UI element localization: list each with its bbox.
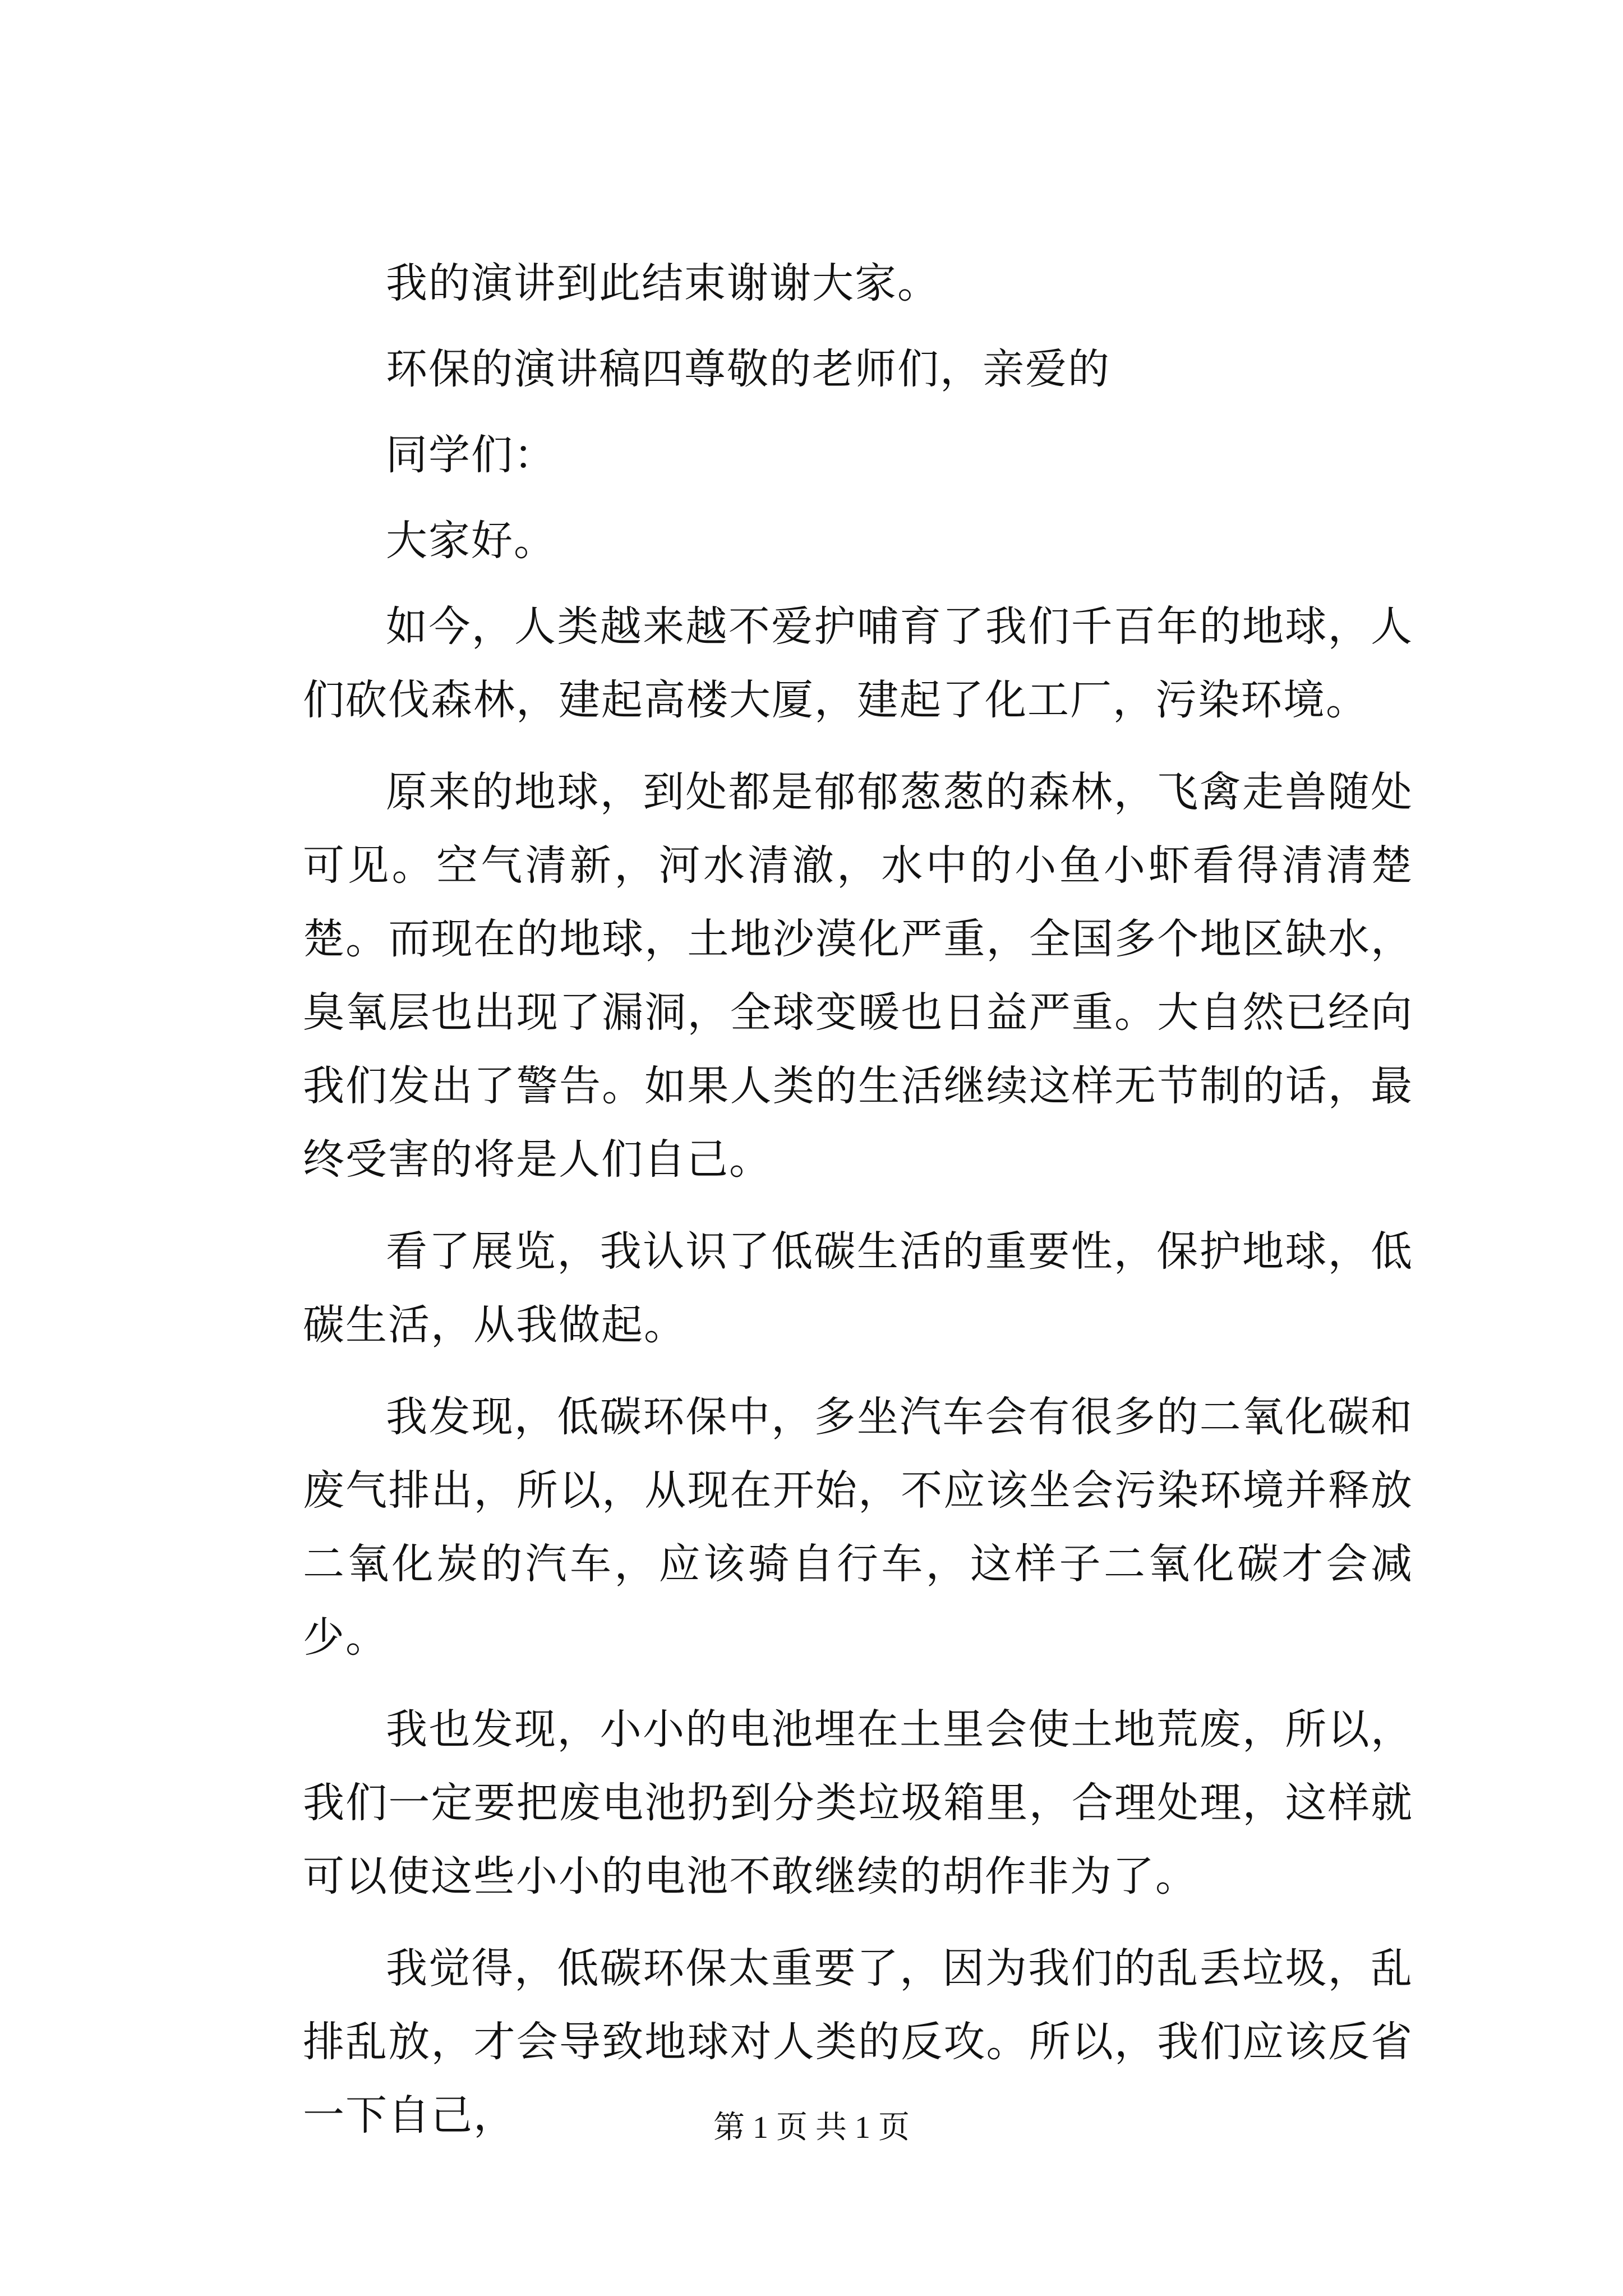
body-paragraph: 我发现，低碳环保中，多坐汽车会有很多的二氧化碳和废气排出，所以，从现在开始，不应该坐会污染环境并释放二氧化炭的汽车，应该骑自行车，这样子二氧化碳才会减少。 <box>303 1393 1413 1662</box>
document-body <box>303 247 1413 2171</box>
body-paragraph: 原来的地球，到处都是郁郁葱葱的森林，飞禽走兽随处可见。空气清新，河水清澈，水中的小鱼小虾看得清清楚楚。而现在的地球，土地沙漠化严重，全国多个地区缺水，臭氧层也出现了漏洞，全球变暖也日益严重。大自然已经向我们发出了警告。如果人类的生活继续这样无节制的话，最终受害的将是人们自己。 <box>303 768 1413 1184</box>
speech-title-paragraph: 环保的演讲稿四尊敬的老师们，亲爱的 <box>386 345 1110 393</box>
closing-paragraph: 我的演讲到此结束谢谢大家。 <box>386 259 940 307</box>
salutation-paragraph: 同学们： <box>386 431 556 479</box>
body-paragraph: 我觉得，低碳环保太重要了，因为我们的乱丢垃圾，乱排乱放，才会导致地球对人类的反攻。所以，我们应该反省一下自己， <box>303 1944 1413 2139</box>
body-paragraph: 我也发现，小小的电池埋在土里会使土地荒废，所以，我们一定要把废电池扔到分类垃圾箱里，合理处理，这样就可以使这些小小的电池不敢继续的胡作非为了。 <box>303 1705 1413 1901</box>
body-paragraph: 如今，人类越来越不爱护哺育了我们千百年的地球，人们砍伐森林，建起高楼大厦，建起了化工厂，污染环境。 <box>303 602 1413 724</box>
page-footer: 第 1 页 共 1 页 <box>713 2110 910 2145</box>
greeting-paragraph: 大家好。 <box>386 517 556 565</box>
body-paragraph: 看了展览，我认识了低碳生活的重要性，保护地球，低碳生活，从我做起。 <box>303 1227 1413 1349</box>
